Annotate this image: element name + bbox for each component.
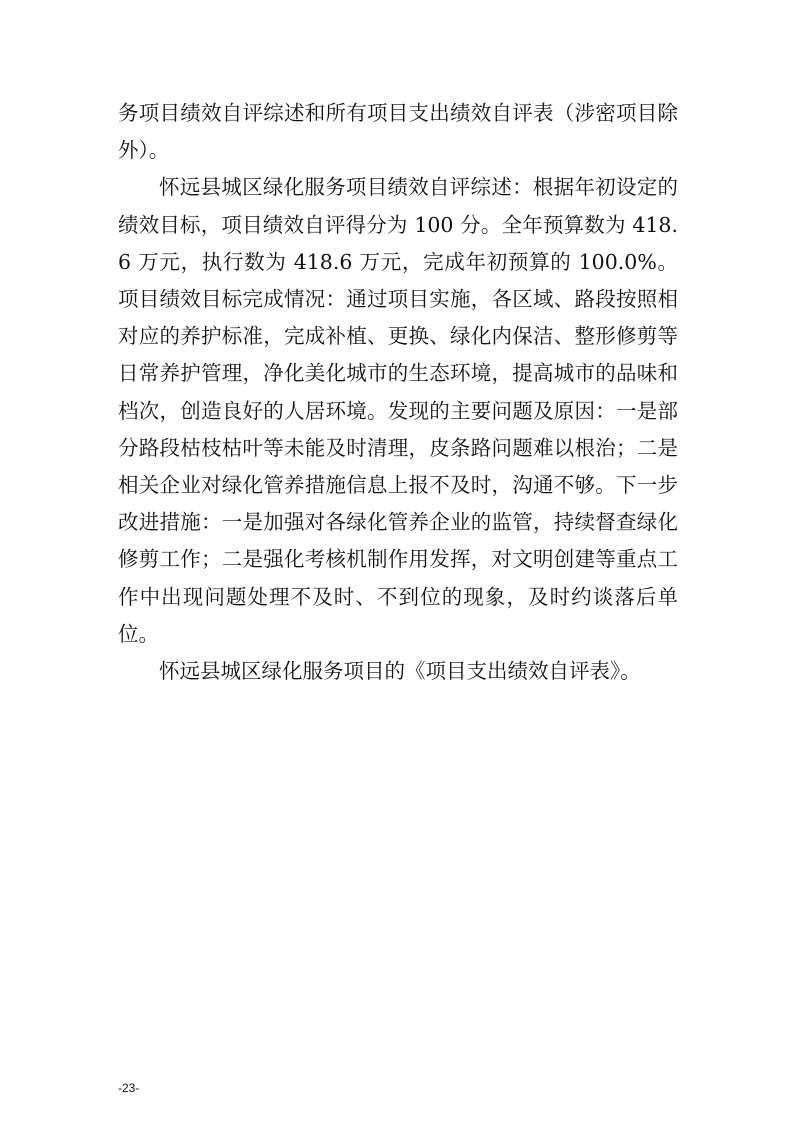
paragraph-summary: 怀远县城区绿化服务项目绩效自评综述：根据年初设定的绩效目标，项目绩效自评得分为 100 分。全年预算数为 418.6 万元，执行数为 418.6 万元，完成年初预算的 100.0%。项目绩效目标完成情况：通过项目实施，各区域、路段按照相对应的养护标准，完成补植、更换、绿化内保洁、整形修剪等日常养护管理，净化美化城市的生态环境，提高城市的品味和档次，创造良好的人居环境。发现的主要问题及原因：一是部分路段枯枝枯叶等未能及时清理，皮条路问题难以根治；二是相关企业对绿化管养措施信息上报不及时，沟通不够。下一步改进措施：一是加强对各绿化管养企业的监管，持续督查绿化修剪工作；二是强化考核机制作用发挥，对文明创建等重点工作中出现问题处理不及时、不到位的现象，及时约谈落后单位。 <box>118 175 678 646</box>
paragraph-appendix-note: 怀远县城区绿化服务项目的《项目支出绩效自评表》。 <box>159 659 641 684</box>
document-body <box>118 95 678 690</box>
page-number: -23- <box>118 1081 140 1095</box>
paragraph-continuation: 务项目绩效自评综述和所有项目支出绩效自评表（涉密项目除外）。 <box>118 101 678 163</box>
